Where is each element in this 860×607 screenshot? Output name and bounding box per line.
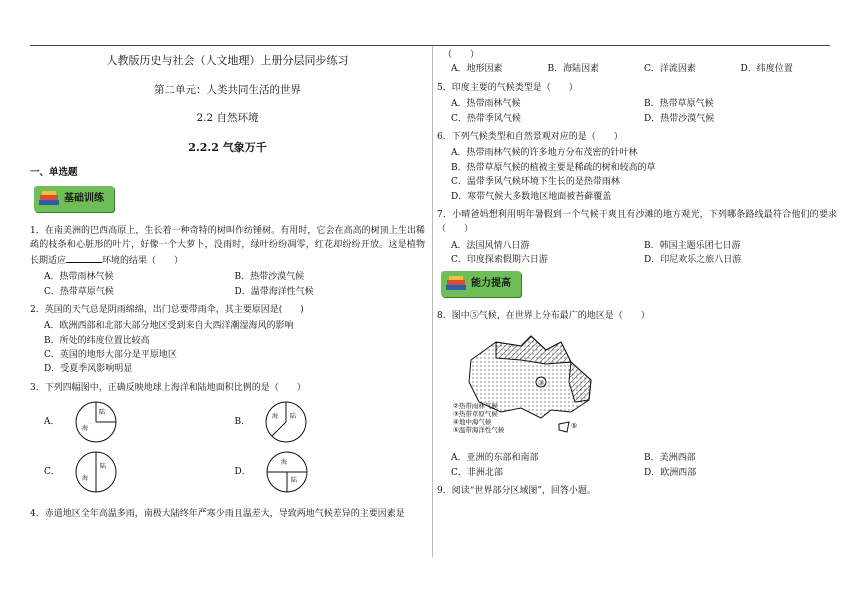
option: D．热带沙漠气候 [644, 113, 715, 124]
books-icon [445, 276, 467, 292]
option: B．热带草原气候 [644, 99, 714, 110]
option: A．法国风情八日游 [451, 240, 530, 251]
svg-text:海: 海 [81, 425, 88, 433]
question-5: 5．印度主要的气候类型是（ ） [437, 82, 578, 93]
unit-title: 第二单元：人类共同生活的世界 [154, 83, 301, 96]
option: B．所处的纬度位置比较高 [44, 335, 150, 346]
svg-text:海: 海 [280, 459, 287, 467]
option: B．海陆因素 [547, 64, 600, 75]
option: A．热带雨林气候 [44, 272, 114, 283]
question-3: 3．下列四幅图中，正确反映地球上海洋和陆地面积比例的是（ ） [30, 382, 306, 393]
option: D．受夏季风影响明显 [44, 364, 133, 375]
question-2: 2．英国的天气总是阴雨绵绵，出门总要带雨伞，其主要原因是( ) [30, 304, 304, 315]
header-rule [30, 45, 830, 46]
option: B．热带草原气候的植被主要是稀疏的树和较高的草 [451, 162, 656, 173]
question-6: 6．下列气候类型和自然景观对应的是（ ） [437, 131, 623, 142]
option: A．欧洲西部和北部大部分地区受到来自大西洋潮湿海风的影响 [44, 321, 294, 332]
pie-chart-icon [74, 400, 118, 444]
question-7: 7．小晴爸妈想利用明年暑假到一个气候干爽且有沙滩的地方观光，下列哪条路线最符合他们的要求（ ） [437, 209, 837, 235]
option: A．热带雨林气候 [451, 99, 521, 110]
option: C．印度探索假期六日游 [451, 255, 548, 266]
section-title: 2.2 自然环境 [196, 112, 259, 125]
pie-option-c: C． 陆 海 [44, 449, 235, 495]
q1-options [30, 270, 425, 299]
option: D．纬度位置 [740, 64, 793, 75]
option: C．热带草原气候 [44, 286, 114, 297]
option: B．热带沙漠气候 [234, 272, 305, 283]
part-heading: 一、单选题 [30, 166, 78, 178]
svg-text:陆: 陆 [99, 463, 106, 471]
option: C．洋流因素 [644, 64, 696, 75]
svg-text:④地中海气候: ④地中海气候 [453, 417, 492, 426]
option: A．地形因素 [451, 64, 503, 75]
badge-advanced [441, 271, 521, 297]
pie-option-b: B． 陆 海 [235, 399, 426, 445]
badge-basic [34, 186, 114, 212]
q3-options [30, 399, 425, 495]
svg-text:⑤: ⑤ [571, 421, 578, 430]
option: A．亚洲的东部和南部 [451, 453, 539, 464]
q4-options [437, 62, 837, 76]
option: D．欧洲西部 [644, 467, 697, 478]
svg-text:②热带雨林气候: ②热带雨林气候 [453, 401, 498, 410]
fill-blank [66, 253, 102, 263]
svg-text:海: 海 [81, 475, 88, 483]
q4-paren: （ ） [443, 50, 480, 60]
option: A．热带雨林气候的许多地方分布茂密的针叶林 [451, 148, 638, 159]
badge-basic-label: 基础训练 [64, 192, 104, 204]
column-divider [432, 46, 433, 557]
badge-advanced-label: 能力提高 [471, 278, 511, 290]
pie-option-d: D． 陆 海 [235, 449, 426, 495]
option: D．寒带气候大多数地区地面被苔藓覆盖 [451, 191, 612, 202]
svg-text:陆: 陆 [290, 477, 297, 485]
lesson-title: 2.2.2 气象万千 [188, 141, 267, 155]
pie-chart-icon [264, 400, 308, 444]
left-column [30, 48, 425, 524]
option: D．温带海洋性气候 [234, 286, 314, 297]
q5-options [437, 97, 837, 126]
q7-options [437, 239, 837, 268]
option: D．印尼欢乐之旅八日游 [644, 255, 742, 266]
svg-text:陆: 陆 [290, 413, 297, 421]
pie-chart-icon [74, 450, 118, 494]
question-9: 9．阅读“世界部分区域图”，回答小题。 [437, 486, 596, 497]
pie-chart-icon [265, 450, 309, 494]
question-4: 4．赤道地区全年高温多雨，南极大陆终年严寒少雨且温差大，导致两地气候差异的主要因素是 [30, 509, 405, 520]
option: C．非洲北部 [451, 467, 503, 478]
question-8: 8．图中⑤气候，在世界上分布最广的地区是（ ） [437, 311, 650, 322]
australia-climate-map [451, 332, 621, 442]
q8-options [437, 451, 837, 480]
option: B．美洲西部 [644, 453, 696, 464]
svg-text:③热带草原气候: ③热带草原气候 [453, 409, 498, 418]
option: C．温带季风气候环境下生长的是热带雨林 [451, 177, 620, 188]
books-icon [38, 191, 60, 207]
option: C．英国的地形大部分是平原地区 [44, 350, 177, 361]
svg-text:陆: 陆 [98, 409, 105, 417]
question-1: 1．在南美洲的巴西高原上，生长着一种奇特的树叫作纺锤树。有用时，它会在高高的树顶上生出稀疏的枝条和心脏形的叶片，好像一个大萝卜，没雨时，绿叶纷纷凋零，红花却纷纷开放。这是植物长期适应 环境的结果（ ） [30, 225, 425, 266]
svg-text:⑤温带海洋性气候: ⑤温带海洋性气候 [453, 425, 505, 434]
svg-text:海: 海 [272, 413, 279, 421]
pie-option-a: A． 陆 海 [44, 399, 235, 445]
svg-text:③: ③ [538, 378, 545, 387]
option: C．热带季风气候 [451, 113, 521, 124]
option: B．韩国主题乐团七日游 [644, 240, 741, 251]
right-column [437, 48, 837, 500]
doc-title: 人教版历史与社会（人文地理）上册分层同步练习 [106, 54, 349, 67]
